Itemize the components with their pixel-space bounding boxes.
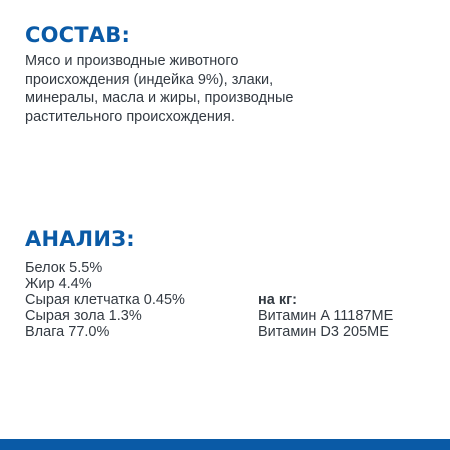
analysis-item: Белок 5.5% — [25, 260, 103, 276]
analysis-item: Сырая зола 1.3% — [25, 308, 142, 324]
composition-heading: СОСТАВ: — [25, 23, 131, 47]
per-kg-label: на кг: — [258, 292, 297, 308]
analysis-item: Сырая клетчатка 0.45% — [25, 292, 185, 308]
composition-line: минералы, масла и жиры, производные — [25, 90, 294, 106]
vitamin-item: Витамин A 11187ME — [258, 308, 394, 324]
analysis-item: Жир 4.4% — [25, 276, 92, 292]
composition-line: растительного происхождения. — [25, 108, 235, 125]
analysis-list — [25, 260, 185, 340]
analysis-item: Влага 77.0% — [25, 324, 110, 340]
composition-text — [25, 52, 435, 126]
bottom-bar — [0, 439, 450, 450]
vitamin-item: Витамин D3 205ME — [258, 324, 389, 340]
composition-line: Мясо и производные животного — [25, 53, 239, 69]
composition-line: происхождения (индейка 9%), злаки, — [25, 71, 274, 88]
analysis-heading: АНАЛИЗ: — [25, 227, 135, 251]
per-kg-list — [258, 292, 393, 340]
